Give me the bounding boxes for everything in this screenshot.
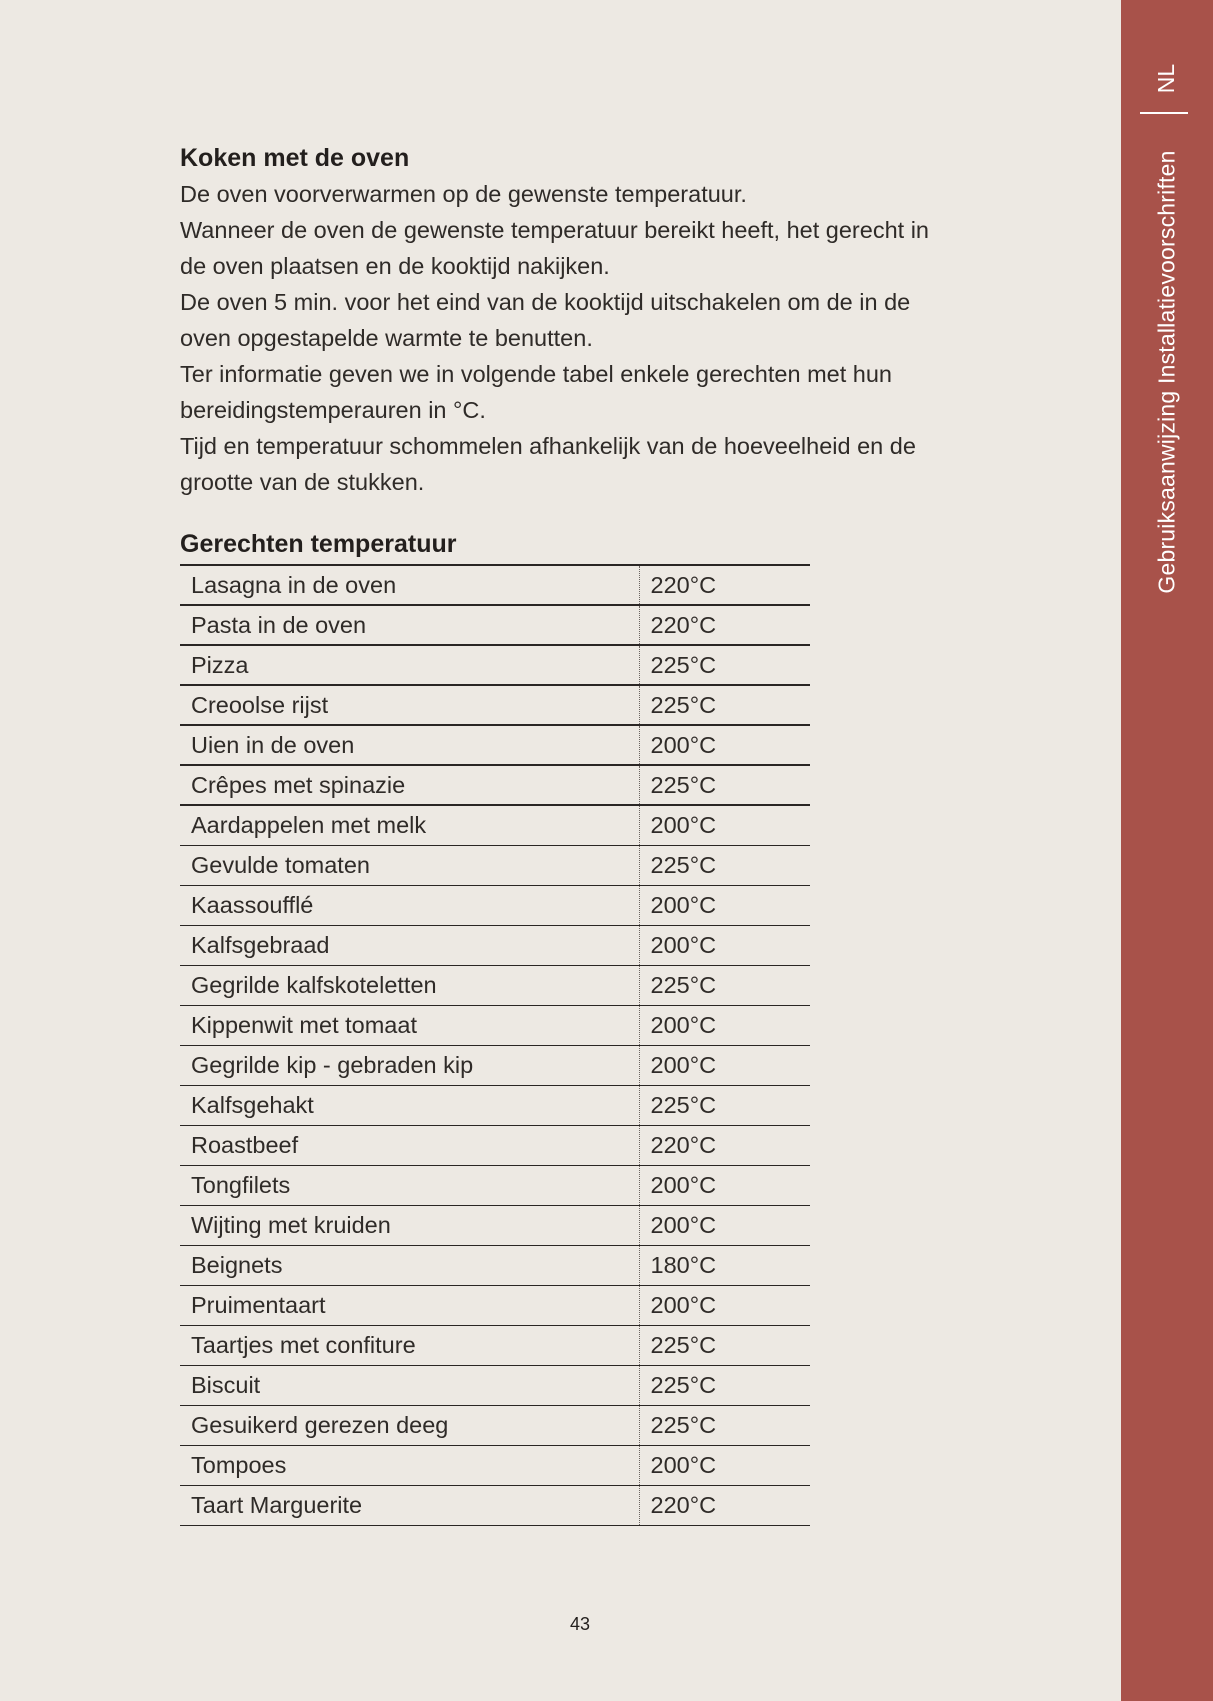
body-line: Wanneer de oven de gewenste temperatuur bereikt heeft, het gerecht in bbox=[180, 217, 929, 243]
dish-cell: Creoolse rijst bbox=[180, 685, 639, 725]
temp-cell: 200°C bbox=[639, 1445, 810, 1485]
table-row bbox=[180, 565, 810, 605]
table-row bbox=[180, 845, 810, 885]
page-number: 43 bbox=[569, 1614, 591, 1634]
dish-cell: Wijting met kruiden bbox=[180, 1205, 639, 1245]
table-row bbox=[180, 925, 810, 965]
table-row bbox=[180, 1485, 810, 1525]
dish-cell: Pruimentaart bbox=[180, 1285, 639, 1325]
section-cooking bbox=[180, 140, 980, 500]
temp-cell: 200°C bbox=[639, 805, 810, 845]
temp-cell: 225°C bbox=[639, 1085, 810, 1125]
body-line: Tijd en temperatuur schommelen afhankelijk van de hoeveelheid en de bbox=[180, 433, 916, 459]
dish-cell: Roastbeef bbox=[180, 1125, 639, 1165]
section-body bbox=[180, 176, 980, 500]
dish-cell: Tompoes bbox=[180, 1445, 639, 1485]
temperature-table bbox=[180, 564, 810, 1526]
table-row bbox=[180, 885, 810, 925]
sidebar-title bbox=[1121, 132, 1213, 612]
body-line: bereidingstemperauren in °C. bbox=[180, 397, 486, 423]
table-row bbox=[180, 805, 810, 845]
body-line: De oven voorverwarmen op de gewenste temperatuur. bbox=[180, 181, 747, 207]
temp-cell: 220°C bbox=[639, 1125, 810, 1165]
dish-cell: Kaassoufflé bbox=[180, 885, 639, 925]
table-row bbox=[180, 1205, 810, 1245]
dish-cell: Crêpes met spinazie bbox=[180, 765, 639, 805]
temp-cell: 200°C bbox=[639, 1005, 810, 1045]
body-line: grootte van de stukken. bbox=[180, 469, 425, 495]
dish-cell: Gesuikerd gerezen deeg bbox=[180, 1405, 639, 1445]
table-row bbox=[180, 1325, 810, 1365]
dish-cell: Beignets bbox=[180, 1245, 639, 1285]
dish-cell: Kippenwit met tomaat bbox=[180, 1005, 639, 1045]
temp-cell: 200°C bbox=[639, 725, 810, 765]
table-row bbox=[180, 605, 810, 645]
dish-cell: Gegrilde kalfskoteletten bbox=[180, 965, 639, 1005]
temp-cell: 180°C bbox=[639, 1245, 810, 1285]
dish-cell: Gevulde tomaten bbox=[180, 845, 639, 885]
temp-cell: 200°C bbox=[639, 885, 810, 925]
temp-cell: 220°C bbox=[639, 565, 810, 605]
dish-cell: Pasta in de oven bbox=[180, 605, 639, 645]
temp-cell: 225°C bbox=[639, 845, 810, 885]
table-row bbox=[180, 725, 810, 765]
table-row bbox=[180, 1165, 810, 1205]
table-row bbox=[180, 765, 810, 805]
table-title: Gerechten temperatuur bbox=[180, 530, 457, 558]
dish-cell: Taartjes met confiture bbox=[180, 1325, 639, 1365]
body-line: Ter informatie geven we in volgende tabel enkele gerechten met hun bbox=[180, 361, 892, 387]
section-heading: Koken met de oven bbox=[180, 144, 410, 172]
temp-cell: 200°C bbox=[639, 1205, 810, 1245]
table-row bbox=[180, 1125, 810, 1165]
temp-cell: 225°C bbox=[639, 1405, 810, 1445]
table-row bbox=[180, 1045, 810, 1085]
temp-cell: 220°C bbox=[639, 605, 810, 645]
sidebar-divider bbox=[1140, 112, 1188, 114]
sidebar-language bbox=[1121, 58, 1213, 98]
temp-cell: 220°C bbox=[639, 1485, 810, 1525]
table-row bbox=[180, 1245, 810, 1285]
temp-cell: 200°C bbox=[639, 1285, 810, 1325]
dish-cell: Taart Marguerite bbox=[180, 1485, 639, 1525]
dish-cell: Kalfsgebraad bbox=[180, 925, 639, 965]
table-row bbox=[180, 1365, 810, 1405]
body-line: de oven plaatsen en de kooktijd nakijken. bbox=[180, 253, 610, 279]
temp-cell: 225°C bbox=[639, 1365, 810, 1405]
dish-cell: Lasagna in de oven bbox=[180, 565, 639, 605]
temp-cell: 225°C bbox=[639, 685, 810, 725]
dish-cell: Uien in de oven bbox=[180, 725, 639, 765]
table-row bbox=[180, 685, 810, 725]
temp-cell: 200°C bbox=[639, 1045, 810, 1085]
temp-cell: 200°C bbox=[639, 1165, 810, 1205]
sidebar-title-label: Gebruiksaanwijzing Installatievoorschriften bbox=[1153, 150, 1180, 594]
temp-cell: 200°C bbox=[639, 925, 810, 965]
table-row bbox=[180, 1285, 810, 1325]
table-row bbox=[180, 1405, 810, 1445]
dish-cell: Pizza bbox=[180, 645, 639, 685]
table-row bbox=[180, 965, 810, 1005]
temp-cell: 225°C bbox=[639, 1325, 810, 1365]
dish-cell: Gegrilde kip - gebraden kip bbox=[180, 1045, 639, 1085]
body-line: oven opgestapelde warmte te benutten. bbox=[180, 325, 593, 351]
table-row bbox=[180, 1445, 810, 1485]
sidebar-language-label: NL bbox=[1153, 63, 1180, 93]
dish-cell: Biscuit bbox=[180, 1365, 639, 1405]
temp-cell: 225°C bbox=[639, 965, 810, 1005]
temp-cell: 225°C bbox=[639, 765, 810, 805]
dish-cell: Tongfilets bbox=[180, 1165, 639, 1205]
body-line: De oven 5 min. voor het eind van de kooktijd uitschakelen om de in de bbox=[180, 289, 911, 315]
table-row bbox=[180, 1005, 810, 1045]
table-row bbox=[180, 645, 810, 685]
dish-cell: Aardappelen met melk bbox=[180, 805, 639, 845]
table-row bbox=[180, 1085, 810, 1125]
temp-cell: 225°C bbox=[639, 645, 810, 685]
dish-cell: Kalfsgehakt bbox=[180, 1085, 639, 1125]
